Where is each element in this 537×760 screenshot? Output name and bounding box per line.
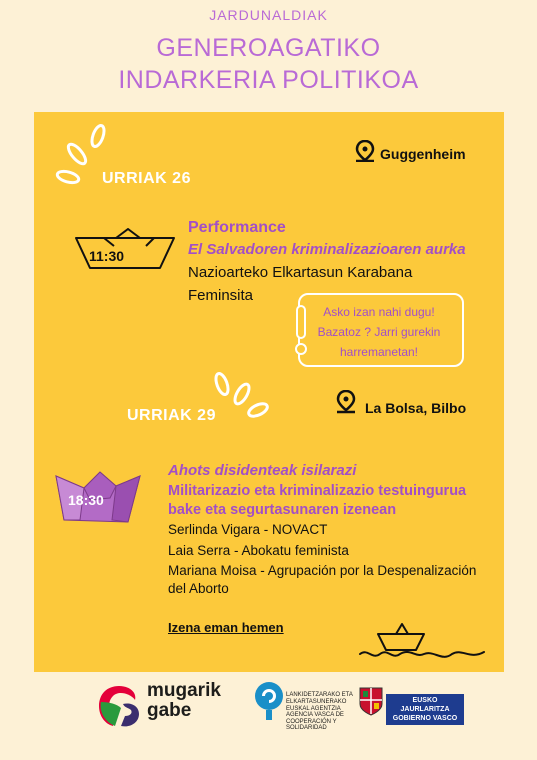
event1-location: Guggenheim [380, 146, 466, 162]
paper-boat-line-icon [358, 620, 488, 666]
event1-type: Performance [188, 219, 286, 236]
event2-location: La Bolsa, Bilbo [365, 400, 467, 416]
lank-agency-text [286, 692, 353, 713]
event2-title: Ahots disidenteak isilarazi [168, 462, 357, 479]
callout-line3: harremanetan! [339, 345, 419, 359]
event2-time: 18:30 [68, 492, 104, 508]
event2-subtitle1: Militarizazio eta kriminalizazio testuingurua [168, 483, 467, 499]
basque-government-text [386, 694, 464, 725]
mugarik-gabe-text [147, 681, 221, 721]
event1-line1: Nazioarteko Elkartasun Karabana [188, 264, 413, 281]
callout-line2: Bazatoz ? Jarri gurekin [317, 325, 441, 339]
callout-text [304, 302, 454, 362]
mugarik-gabe-logo [95, 682, 143, 730]
lank-line2: ELKARTASUNERAKO [286, 699, 347, 705]
event2-subtitle2: bake eta segurtasunaren izenean [168, 502, 397, 518]
lank-line3: EUSKAL AGENTZIA [286, 706, 341, 712]
mugarik-line1: mugarik [147, 680, 221, 701]
speaker-3-cont: del Aborto [168, 581, 229, 596]
basque-government-shield-icon [358, 686, 384, 716]
callout-line1: Asko izan nahi dugu! [323, 305, 435, 319]
event1-subtitle: El Salvadoren kriminalizazioaren aurka [188, 241, 466, 258]
speaker-2: Laia Serra - Abokatu feminista [168, 543, 349, 558]
register-link[interactable]: Izena eman hemen [168, 620, 284, 635]
page-title-line2: INDARKERIA POLITIKOA [118, 66, 419, 94]
agency-line1: AGENCIA VASCA DE [286, 712, 344, 718]
location-pin-icon [355, 140, 375, 162]
speaker-1: Serlinda Vigara - NOVACT [168, 522, 328, 537]
speaker-3: Mariana Moisa - Agrupación por la Despenalización [168, 563, 477, 578]
agency-spanish-text [286, 712, 344, 732]
sparkle-icon [208, 368, 272, 422]
agency-line3: SOLIDARIDAD [286, 725, 327, 731]
event2-date: URRIAK 29 [127, 407, 216, 424]
kicker-text: JARDUNALDIAK [209, 7, 328, 23]
event1-line2: Feminsita [188, 287, 254, 304]
location-pin-icon [336, 390, 356, 414]
lank-line1: LANKIDETZARAKO ETA [286, 692, 353, 698]
ej-line2: GOBIERNO VASCO [392, 715, 458, 722]
ej-line1: EUSKO JAURLARITZA [400, 697, 450, 713]
elkartasuna-agency-logo [253, 680, 285, 722]
event1-date: URRIAK 26 [102, 170, 191, 187]
event1-time: 11:30 [89, 248, 125, 264]
agency-line2: COOPERACIÓN Y [286, 718, 337, 725]
page-title-line1: GENEROAGATIKO [156, 34, 381, 62]
mugarik-line2: gabe [147, 700, 192, 721]
